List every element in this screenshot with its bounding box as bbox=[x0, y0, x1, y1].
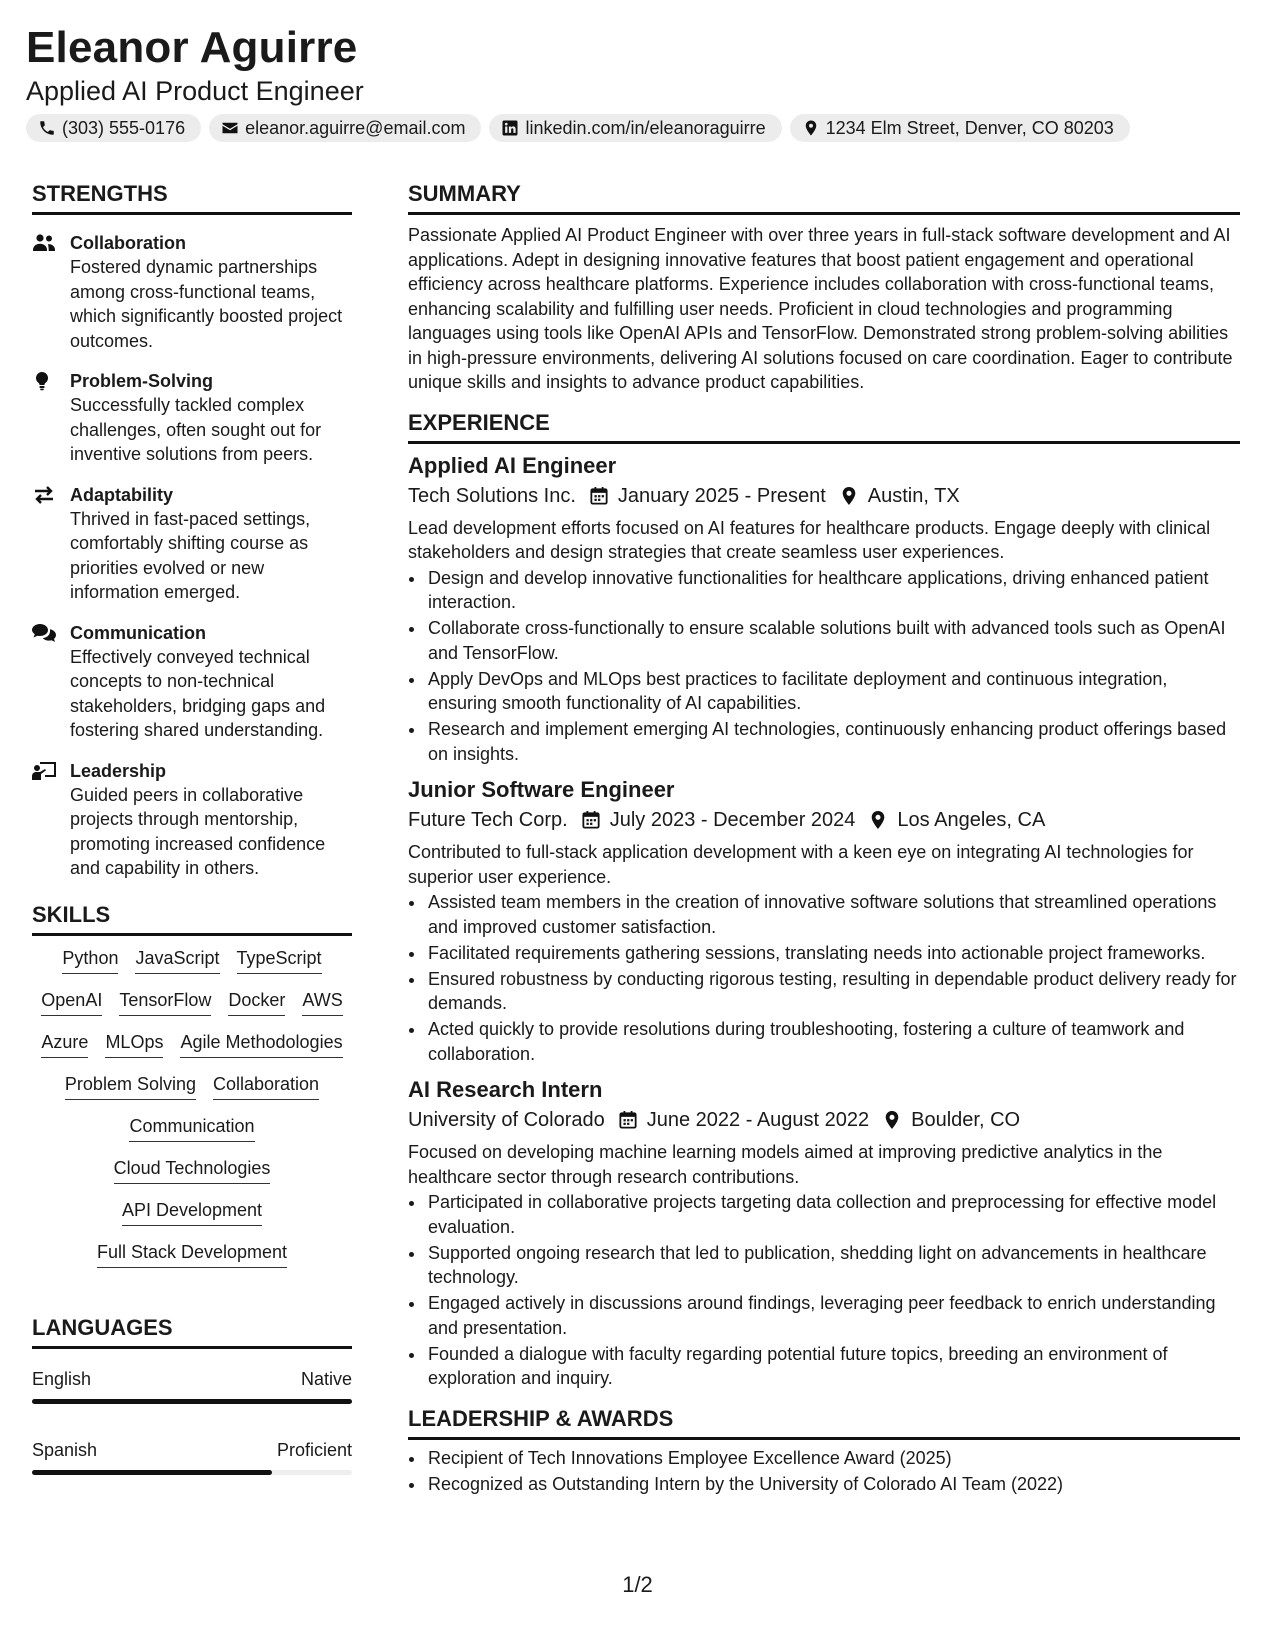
strength-description: Guided peers in collaborative projects through mentorship, promoting increased confidence and capability in others. bbox=[70, 784, 326, 878]
experience-entry bbox=[408, 1076, 1240, 1391]
job-bullet: • Acted quickly to provide resolutions during troubleshooting, fostering a culture of teamwork and collaboration. bbox=[426, 1017, 1240, 1066]
skill-tag: JavaScript bbox=[135, 946, 219, 974]
skills-section bbox=[32, 901, 352, 1268]
contact-linkedin-text: linkedin.com/in/eleanoraguirre bbox=[525, 118, 766, 138]
job-bullet: • Supported ongoing research that led to publication, shedding light on advancements in healthcare technology. bbox=[426, 1241, 1240, 1290]
skill-tag: OpenAI bbox=[41, 988, 102, 1016]
page-number: 1/2 bbox=[622, 1572, 653, 1597]
awards-heading: LEADERSHIP & AWARDS bbox=[408, 1405, 1240, 1440]
left-column bbox=[32, 180, 352, 1475]
award-item: • Recognized as Outstanding Intern by the University of Colorado AI Team (2022) bbox=[426, 1472, 1240, 1497]
languages-heading: LANGUAGES bbox=[32, 1314, 352, 1349]
language-proficiency-fill bbox=[32, 1470, 272, 1475]
strength-item bbox=[32, 231, 352, 353]
skills-list bbox=[32, 946, 352, 1268]
job-meta bbox=[408, 1106, 1240, 1134]
strength-description: Fostered dynamic partnerships among cross-functional teams, which significantly boosted project outcomes. bbox=[70, 257, 343, 351]
job-title: AI Research Intern bbox=[408, 1077, 603, 1102]
phone-icon bbox=[38, 119, 56, 137]
job-bullet: • Participated in collaborative projects targeting data collection and preprocessing for effective model evaluation. bbox=[426, 1190, 1240, 1239]
language-proficiency-fill bbox=[32, 1399, 352, 1404]
job-bullet: • Facilitated requirements gathering sessions, translating needs into actionable project frameworks. bbox=[426, 941, 1240, 966]
strengths-section bbox=[32, 180, 352, 881]
job-bullet: • Engaged actively in discussions around findings, leveraging peer feedback to enrich understanding and presentation. bbox=[426, 1291, 1240, 1340]
language-item bbox=[32, 1367, 352, 1404]
language-item bbox=[32, 1438, 352, 1475]
contact-email-text: eleanor.aguirre@email.com bbox=[245, 118, 466, 138]
awards-list bbox=[408, 1446, 1240, 1497]
strength-item bbox=[32, 621, 352, 743]
contact-phone-text: (303) 555-0176 bbox=[62, 118, 186, 138]
job-description: Lead development efforts focused on AI features for healthcare products. Engage deeply with clinical stakeholders and design strategies that create seamless user experiences. bbox=[408, 517, 1211, 562]
chalkboard-teacher-icon bbox=[32, 761, 56, 781]
skill-tag: Agile Methodologies bbox=[180, 1030, 342, 1058]
experience-entry bbox=[408, 452, 1240, 767]
skill-tag: Cloud Technologies bbox=[114, 1156, 271, 1184]
job-meta bbox=[408, 806, 1240, 834]
job-bullet: • Founded a dialogue with faculty regarding potential future topics, breeding an environment of exploration and inquiry. bbox=[426, 1342, 1240, 1391]
arrows-exchange-icon bbox=[32, 485, 56, 505]
languages-section bbox=[32, 1314, 352, 1475]
job-dates: June 2022 - August 2022 bbox=[646, 1109, 870, 1131]
lightbulb-icon bbox=[32, 371, 56, 391]
summary-heading: SUMMARY bbox=[408, 180, 1240, 215]
calendar-icon bbox=[590, 486, 608, 506]
strength-description: Thrived in fast-paced settings, comfortably shifting course as priorities evolved or new information emerged. bbox=[70, 508, 311, 602]
candidate-title: Applied AI Product Engineer bbox=[26, 76, 364, 106]
contact-linkedin[interactable] bbox=[489, 114, 781, 142]
job-company: Tech Solutions Inc. bbox=[408, 484, 576, 507]
comments-icon bbox=[32, 623, 56, 643]
language-level: Proficient bbox=[276, 1439, 352, 1460]
language-proficiency-bar bbox=[32, 1399, 352, 1404]
job-location: Boulder, CO bbox=[911, 1109, 1021, 1131]
skill-tag: Azure bbox=[41, 1030, 88, 1058]
skill-tag: Full Stack Development bbox=[97, 1240, 287, 1268]
calendar-icon bbox=[619, 1110, 637, 1130]
strength-item bbox=[32, 483, 352, 605]
skill-tag: Collaboration bbox=[213, 1072, 319, 1100]
job-bullet: • Design and develop innovative functionalities for healthcare applications, driving enhanced patient interaction. bbox=[426, 566, 1240, 615]
awards-section bbox=[408, 1405, 1240, 1497]
contact-address-text: 1234 Elm Street, Denver, CO 80203 bbox=[825, 118, 1114, 138]
strength-title: Leadership bbox=[70, 760, 167, 781]
map-pin-icon bbox=[802, 119, 820, 137]
summary-text: Passionate Applied AI Product Engineer with over three years in full-stack software development and AI applications. Adept in designing innovative features that boost patient engagement and operational efficiency across healthcare platforms. Experience includes collaboration with cross-functional teams, enhancing scalability and fulfilling user needs. Proficient in cloud technologies and programming languages using tools like OpenAI APIs and TensorFlow. Demonstrated strong problem-solving abilities in high-pressure environments, delivering AI solutions focused on care coordination. Eager to contribute unique skills and insights to advance product capabilities. bbox=[408, 225, 1233, 392]
skill-tag: AWS bbox=[302, 988, 342, 1016]
contact-email[interactable] bbox=[209, 114, 481, 142]
strength-item bbox=[32, 759, 352, 881]
job-bullet: • Research and implement emerging AI technologies, continuously enhancing product offerings based on insights. bbox=[426, 717, 1240, 766]
skills-heading: SKILLS bbox=[32, 901, 352, 936]
job-bullet: • Assisted team members in the creation of innovative software solutions that streamlined operations and improved customer satisfaction. bbox=[426, 890, 1240, 939]
job-bullet: • Apply DevOps and MLOps best practices to facilitate deployment and continuous integration, ensuring smooth functionality of AI capabilities. bbox=[426, 667, 1240, 716]
job-company: Future Tech Corp. bbox=[408, 809, 568, 831]
skill-tag: Docker bbox=[228, 988, 285, 1016]
users-icon bbox=[32, 233, 56, 253]
strength-title: Collaboration bbox=[70, 233, 186, 253]
skill-tag: Python bbox=[62, 946, 118, 974]
job-description: Focused on developing machine learning models aimed at improving predictive analytics in the healthcare sector through research contributions. bbox=[408, 1142, 1163, 1187]
summary-section bbox=[408, 180, 1240, 395]
contact-address bbox=[790, 114, 1130, 142]
map-pin-icon bbox=[840, 486, 858, 506]
job-location: Austin, TX bbox=[867, 484, 960, 507]
strength-item bbox=[32, 369, 352, 467]
job-location: Los Angeles, CA bbox=[897, 809, 1046, 831]
award-item: • Recipient of Tech Innovations Employee Excellence Award (2025) bbox=[426, 1446, 1240, 1471]
skill-tag: Communication bbox=[129, 1114, 254, 1142]
job-bullets bbox=[408, 566, 1240, 767]
strength-description: Effectively conveyed technical concepts to non-technical stakeholders, bridging gaps and fostering shared understanding. bbox=[70, 646, 326, 740]
experience-section bbox=[408, 409, 1240, 1391]
job-bullets bbox=[408, 1190, 1240, 1391]
map-pin-icon bbox=[883, 1110, 901, 1130]
job-title: Junior Software Engineer bbox=[408, 777, 675, 802]
language-name: English bbox=[32, 1368, 92, 1389]
language-name: Spanish bbox=[32, 1439, 98, 1460]
skill-tag: TensorFlow bbox=[119, 988, 211, 1016]
experience-entry bbox=[408, 776, 1240, 1066]
language-level: Native bbox=[300, 1368, 352, 1389]
skill-tag: MLOps bbox=[105, 1030, 163, 1058]
strength-title: Adaptability bbox=[70, 484, 174, 505]
job-bullet: • Ensured robustness by conducting rigorous testing, resulting in dependable product delivery ready for demands. bbox=[426, 967, 1240, 1016]
linkedin-icon bbox=[501, 119, 519, 137]
job-title: Applied AI Engineer bbox=[408, 452, 617, 478]
job-company: University of Colorado bbox=[408, 1109, 605, 1131]
envelope-icon bbox=[221, 119, 239, 137]
strength-description: Successfully tackled complex challenges, often sought out for inventive solutions from peers. bbox=[70, 395, 322, 464]
strength-title: Problem-Solving bbox=[70, 371, 214, 391]
job-dates: January 2025 - Present bbox=[617, 484, 826, 507]
strengths-heading: STRENGTHS bbox=[32, 180, 352, 215]
job-dates: July 2023 - December 2024 bbox=[609, 809, 856, 831]
job-meta bbox=[408, 482, 1240, 510]
candidate-name: Eleanor Aguirre bbox=[26, 23, 358, 72]
map-pin-icon bbox=[869, 810, 887, 830]
skill-tag: TypeScript bbox=[237, 946, 322, 974]
experience-heading: EXPERIENCE bbox=[408, 409, 1240, 444]
skill-tag: Problem Solving bbox=[65, 1072, 196, 1100]
skill-tag: API Development bbox=[122, 1198, 262, 1226]
job-bullet: • Collaborate cross-functionally to ensure scalable solutions built with advanced tools such as OpenAI and TensorFlow. bbox=[426, 616, 1240, 665]
strength-title: Communication bbox=[70, 622, 207, 643]
contact-bar bbox=[26, 114, 1130, 142]
job-bullets bbox=[408, 890, 1240, 1066]
calendar-icon bbox=[582, 810, 600, 830]
job-description: Contributed to full-stack application development with a keen eye on integrating AI technologies for superior user experience. bbox=[408, 842, 1194, 887]
right-column bbox=[408, 180, 1240, 1498]
language-proficiency-bar bbox=[32, 1470, 352, 1475]
contact-phone[interactable] bbox=[26, 114, 201, 142]
